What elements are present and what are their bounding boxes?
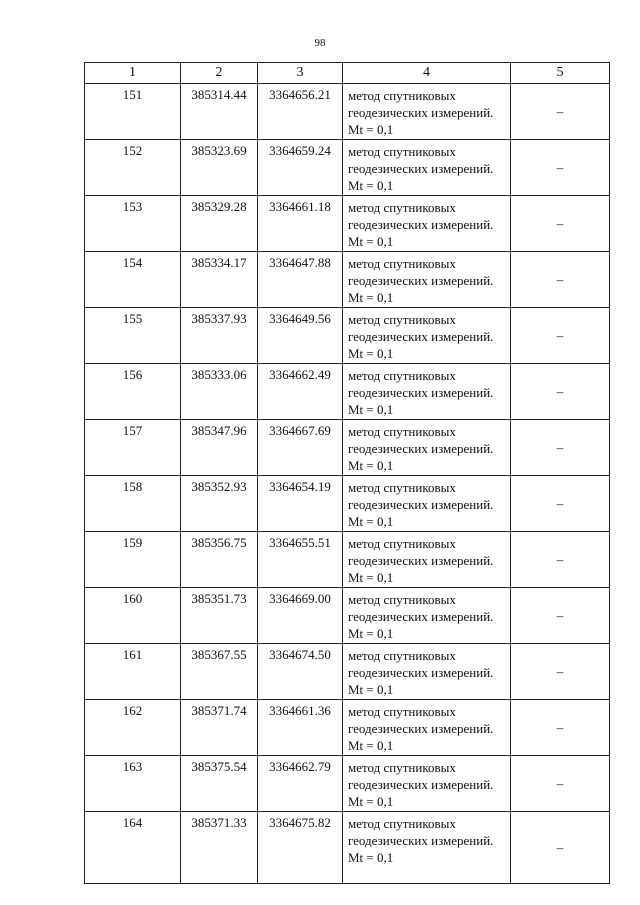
note-cell: –	[511, 756, 610, 812]
method-cell: метод спутниковых геодезических измерений. Mt = 0,1	[343, 196, 511, 252]
table-row	[85, 364, 610, 420]
note-cell: –	[511, 700, 610, 756]
column-header: 1	[85, 63, 181, 84]
method-cell: метод спутниковых геодезических измерений. Mt = 0,1	[343, 252, 511, 308]
column-header: 5	[511, 63, 610, 84]
note-cell: –	[511, 812, 610, 884]
x-coordinate-cell: 385314.44	[181, 84, 258, 140]
y-coordinate-cell: 3364661.36	[258, 700, 343, 756]
point-number-cell: 155	[85, 308, 181, 364]
column-header: 3	[258, 63, 343, 84]
y-coordinate-cell: 3364662.49	[258, 364, 343, 420]
note-cell: –	[511, 364, 610, 420]
x-coordinate-cell: 385333.06	[181, 364, 258, 420]
point-number-cell: 160	[85, 588, 181, 644]
method-cell: метод спутниковых геодезических измерений. Mt = 0,1	[343, 308, 511, 364]
method-cell: метод спутниковых геодезических измерений. Mt = 0,1	[343, 644, 511, 700]
table-row	[85, 420, 610, 476]
column-header: 2	[181, 63, 258, 84]
y-coordinate-cell: 3364647.88	[258, 252, 343, 308]
method-cell: метод спутниковых геодезических измерений. Mt = 0,1	[343, 700, 511, 756]
table-row	[85, 756, 610, 812]
point-number-cell: 151	[85, 84, 181, 140]
note-cell: –	[511, 308, 610, 364]
table-row	[85, 476, 610, 532]
method-cell: метод спутниковых геодезических измерений. Mt = 0,1	[343, 812, 511, 884]
x-coordinate-cell: 385323.69	[181, 140, 258, 196]
table-row	[85, 196, 610, 252]
note-cell: –	[511, 588, 610, 644]
point-number-cell: 162	[85, 700, 181, 756]
x-coordinate-cell: 385367.55	[181, 644, 258, 700]
method-cell: метод спутниковых геодезических измерений. Mt = 0,1	[343, 476, 511, 532]
note-cell: –	[511, 476, 610, 532]
x-coordinate-cell: 385375.54	[181, 756, 258, 812]
note-cell: –	[511, 420, 610, 476]
y-coordinate-cell: 3364662.79	[258, 756, 343, 812]
method-cell: метод спутниковых геодезических измерений. Mt = 0,1	[343, 364, 511, 420]
note-cell: –	[511, 84, 610, 140]
note-cell: –	[511, 196, 610, 252]
point-number-cell: 164	[85, 812, 181, 884]
table-row	[85, 140, 610, 196]
table-header-row	[85, 63, 610, 84]
column-header: 4	[343, 63, 511, 84]
note-cell: –	[511, 252, 610, 308]
point-number-cell: 154	[85, 252, 181, 308]
y-coordinate-cell: 3364654.19	[258, 476, 343, 532]
point-number-cell: 152	[85, 140, 181, 196]
method-cell: метод спутниковых геодезических измерений. Mt = 0,1	[343, 588, 511, 644]
note-cell: –	[511, 140, 610, 196]
table-row	[85, 812, 610, 884]
table-row	[85, 252, 610, 308]
method-cell: метод спутниковых геодезических измерений. Mt = 0,1	[343, 532, 511, 588]
table-row	[85, 532, 610, 588]
x-coordinate-cell: 385352.93	[181, 476, 258, 532]
y-coordinate-cell: 3364655.51	[258, 532, 343, 588]
method-cell: метод спутниковых геодезических измерений. Mt = 0,1	[343, 420, 511, 476]
y-coordinate-cell: 3364667.69	[258, 420, 343, 476]
point-number-cell: 163	[85, 756, 181, 812]
point-number-cell: 156	[85, 364, 181, 420]
y-coordinate-cell: 3364669.00	[258, 588, 343, 644]
y-coordinate-cell: 3364659.24	[258, 140, 343, 196]
method-cell: метод спутниковых геодезических измерений. Mt = 0,1	[343, 84, 511, 140]
point-number-cell: 159	[85, 532, 181, 588]
note-cell: –	[511, 644, 610, 700]
x-coordinate-cell: 385329.28	[181, 196, 258, 252]
x-coordinate-cell: 385371.74	[181, 700, 258, 756]
coordinates-table	[84, 62, 610, 884]
y-coordinate-cell: 3364675.82	[258, 812, 343, 884]
note-cell: –	[511, 532, 610, 588]
x-coordinate-cell: 385347.96	[181, 420, 258, 476]
x-coordinate-cell: 385356.75	[181, 532, 258, 588]
y-coordinate-cell: 3364661.18	[258, 196, 343, 252]
x-coordinate-cell: 385351.73	[181, 588, 258, 644]
x-coordinate-cell: 385371.33	[181, 812, 258, 884]
y-coordinate-cell: 3364649.56	[258, 308, 343, 364]
table-row	[85, 308, 610, 364]
table-row	[85, 700, 610, 756]
method-cell: метод спутниковых геодезических измерений. Mt = 0,1	[343, 140, 511, 196]
table-row	[85, 84, 610, 140]
y-coordinate-cell: 3364656.21	[258, 84, 343, 140]
y-coordinate-cell: 3364674.50	[258, 644, 343, 700]
table-row	[85, 644, 610, 700]
point-number-cell: 161	[85, 644, 181, 700]
x-coordinate-cell: 385334.17	[181, 252, 258, 308]
point-number-cell: 157	[85, 420, 181, 476]
method-cell: метод спутниковых геодезических измерений. Mt = 0,1	[343, 756, 511, 812]
table-row	[85, 588, 610, 644]
table-body	[85, 84, 610, 884]
x-coordinate-cell: 385337.93	[181, 308, 258, 364]
point-number-cell: 153	[85, 196, 181, 252]
page-number: 98	[314, 37, 326, 49]
point-number-cell: 158	[85, 476, 181, 532]
